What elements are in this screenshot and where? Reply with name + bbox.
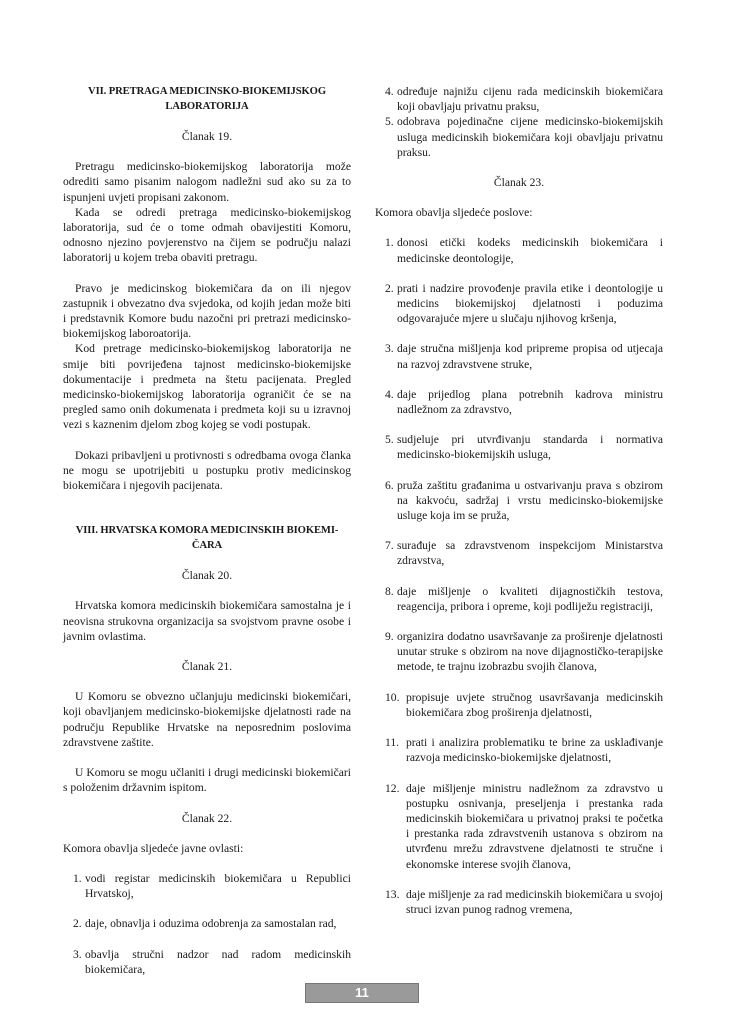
article-21-paragraph-1: U Komoru se obvezno učlanjuju medicinski biokemičari, koji obavljanjem medicinsko-biokemijske djelatnosti rade na području Republike Hrvatske na neposrednim poslovima zdravstvene zaštite. [63, 690, 351, 749]
list-item: 2. daje, obnavlja i oduzima odobrenja za samostalan rad, [73, 917, 337, 931]
article-19-heading: Članak 19. [181, 130, 233, 143]
article-19-paragraph-5: Dokazi pribavljeni u protivnosti s odredbama ovoga članka ne mogu se upotrijebiti u postupku protiv medicinskog biokemičara i njegovih pacijenata. [63, 448, 351, 493]
list-item: 6. pruža zaštitu građanima u ostvarivanju prava s obzirom na kakvoću, sadržaj i vrstu medicinsko-biokemijske usluge koja im se pruža, [385, 478, 663, 523]
article-23-heading: Članak 23. [493, 176, 545, 190]
article-22-heading: Članak 22. [181, 811, 233, 825]
list-item: 1. vodi registar medicinskih biokemičara u Republici Hrvatskoj, [73, 871, 351, 901]
article-19-paragraph-2: Kada se odredi pretraga medicinsko-biokemijskog laboratorija, sud će o tome odmah obavijestiti Komoru, odnosno njezino povjerenstvo na čijem se području nalazi laboratorij u kojem treba obaviti pretragu. [63, 205, 351, 265]
section-8-title: VIII. HRVATSKA KOMORA MEDICINSKIH BIOKEMI- ČARA [75, 525, 339, 552]
article-21-heading: Članak 21. [181, 660, 233, 674]
article-22-list [63, 871, 351, 977]
right-column [375, 84, 663, 917]
list-item: 4. određuje najnižu cijenu rada medicinskih biokemičara koji obavljaju privatnu praksu, [385, 85, 663, 114]
list-item: 10. propisuje uvjete stručnog usavršavanja medicinskih biokemičara zbog proširenja djelatnosti, [385, 690, 663, 719]
list-item: 3. daje stručna mišljenja kod pripreme propisa od utjecaja na razvoj zdravstvene struke, [385, 342, 663, 371]
left-column [63, 84, 351, 977]
list-item: 5. odobrava pojedinačne cijene medicinsko-biokemijskih usluga medicinskih biokemičara koji obavljaju privatnu praksu. [385, 115, 663, 159]
article-21-paragraph-2: U Komoru se mogu učlaniti i drugi medicinski biokemičari s položenim državnim ispitom. [63, 766, 351, 795]
list-item: 2. prati i nadzire provođenje pravila etike i deontologije u medicins biokemijskoj djelatnosti i poduzima odgovarajuće mjere u slučaju njihovog kršenja, [385, 281, 663, 326]
list-item: 5. sudjeluje pri utvrđivanju standarda i normativa medicinsko-biokemijskih usluga, [385, 433, 663, 462]
list-item: 8. daje mišljenje o kvaliteti dijagnostičkih testova, reagencija, pribora i opreme, koji podliježu registraciji, [385, 584, 663, 613]
article-19-paragraph-1: Pretragu medicinsko-biokemijskog laboratorija može odrediti samo pisanim nalogom nadležni sud ako su za to ispunjeni uvjeti propisani zakonom. [63, 160, 351, 204]
article-19-paragraph-4: Kod pretrage medicinsko-biokemijskog laboratorija ne smije biti povrijeđena tajnost medicinsko-biokemijske dokumentacije i predmeta na štetu pacijenata. Pregled medicinsko-biokemijskog laboratorija ograničit će se na pregled samo onih dokumenata i predmeta koji su u izravnoj vezi s kaznenim djelom zbog kojeg se vodi postupak. [63, 342, 351, 432]
page-number: 11 [305, 983, 419, 1003]
list-item: 12. daje mišljenje ministru nadležnom za zdravstvo u postupku osnivanja, preseljenja i prestanka rada medicinskih biokemičara u privatnoj praksi te početka i prestanka rada zdravstvenih ustanova s obzirom na utvrđenu mrežu zdravstvene djelatnosti te stručne i ekonomske interese svojih članova, [385, 781, 663, 871]
list-item: 11. prati i analizira problematiku te brine za usklađivanje razvoja medicinsko-biokemijske djelatnosti, [385, 736, 663, 765]
article-22-intro: Komora obavlja sljedeće javne ovlasti: [63, 841, 244, 855]
list-item: 4. daje prijedlog plana potrebnih kadrova ministru nadležnom za zdravstvo, [385, 387, 663, 417]
list-item: 7. surađuje sa zdravstvenom inspekcijom Ministarstva zdravstva, [385, 539, 663, 568]
section-7-title: VII. PRETRAGA MEDICINSKO-BIOKEMIJSKOG LABORATORIJA [88, 86, 326, 112]
article-20-heading: Članak 20. [181, 569, 233, 583]
article-23-list [375, 235, 663, 917]
list-item: 3. obavlja stručni nadzor nad radom medicinskih biokemičara, [73, 947, 351, 976]
article-19-paragraph-3: Pravo je medicinskog biokemičara da on ili njegov zastupnik i obvezatno dva svjedoka, od kojih jedan može biti i predstavnik Komore budu nazočni pri pretrazi medicinsko-biokemijskog laboroatorija. [63, 281, 351, 341]
list-item: 1. donosi etički kodeks medicinskih biokemičara i medicinske deontologije, [385, 236, 663, 265]
article-20-paragraph-1: Hrvatska komora medicinskih biokemičara samostalna je i neovisna strukovna organizacija sa svojstvom pravne osobe i javnim ovlastima. [63, 599, 351, 643]
article-22-list-continued [375, 84, 663, 160]
list-item: 13. daje mišljenje za rad medicinskih biokemičara u svojoj struci izvan punog radnog vremena, [385, 887, 663, 916]
article-23-intro: Komora obavlja sljedeće poslove: [375, 206, 533, 220]
list-item: 9. organizira dodatno usavršavanje za proširenje djelatnosti unutar struke s obzirom na nove dijagnostičko-terapijske metode, te trajnu izobrazbu svojih članova, [385, 630, 663, 674]
